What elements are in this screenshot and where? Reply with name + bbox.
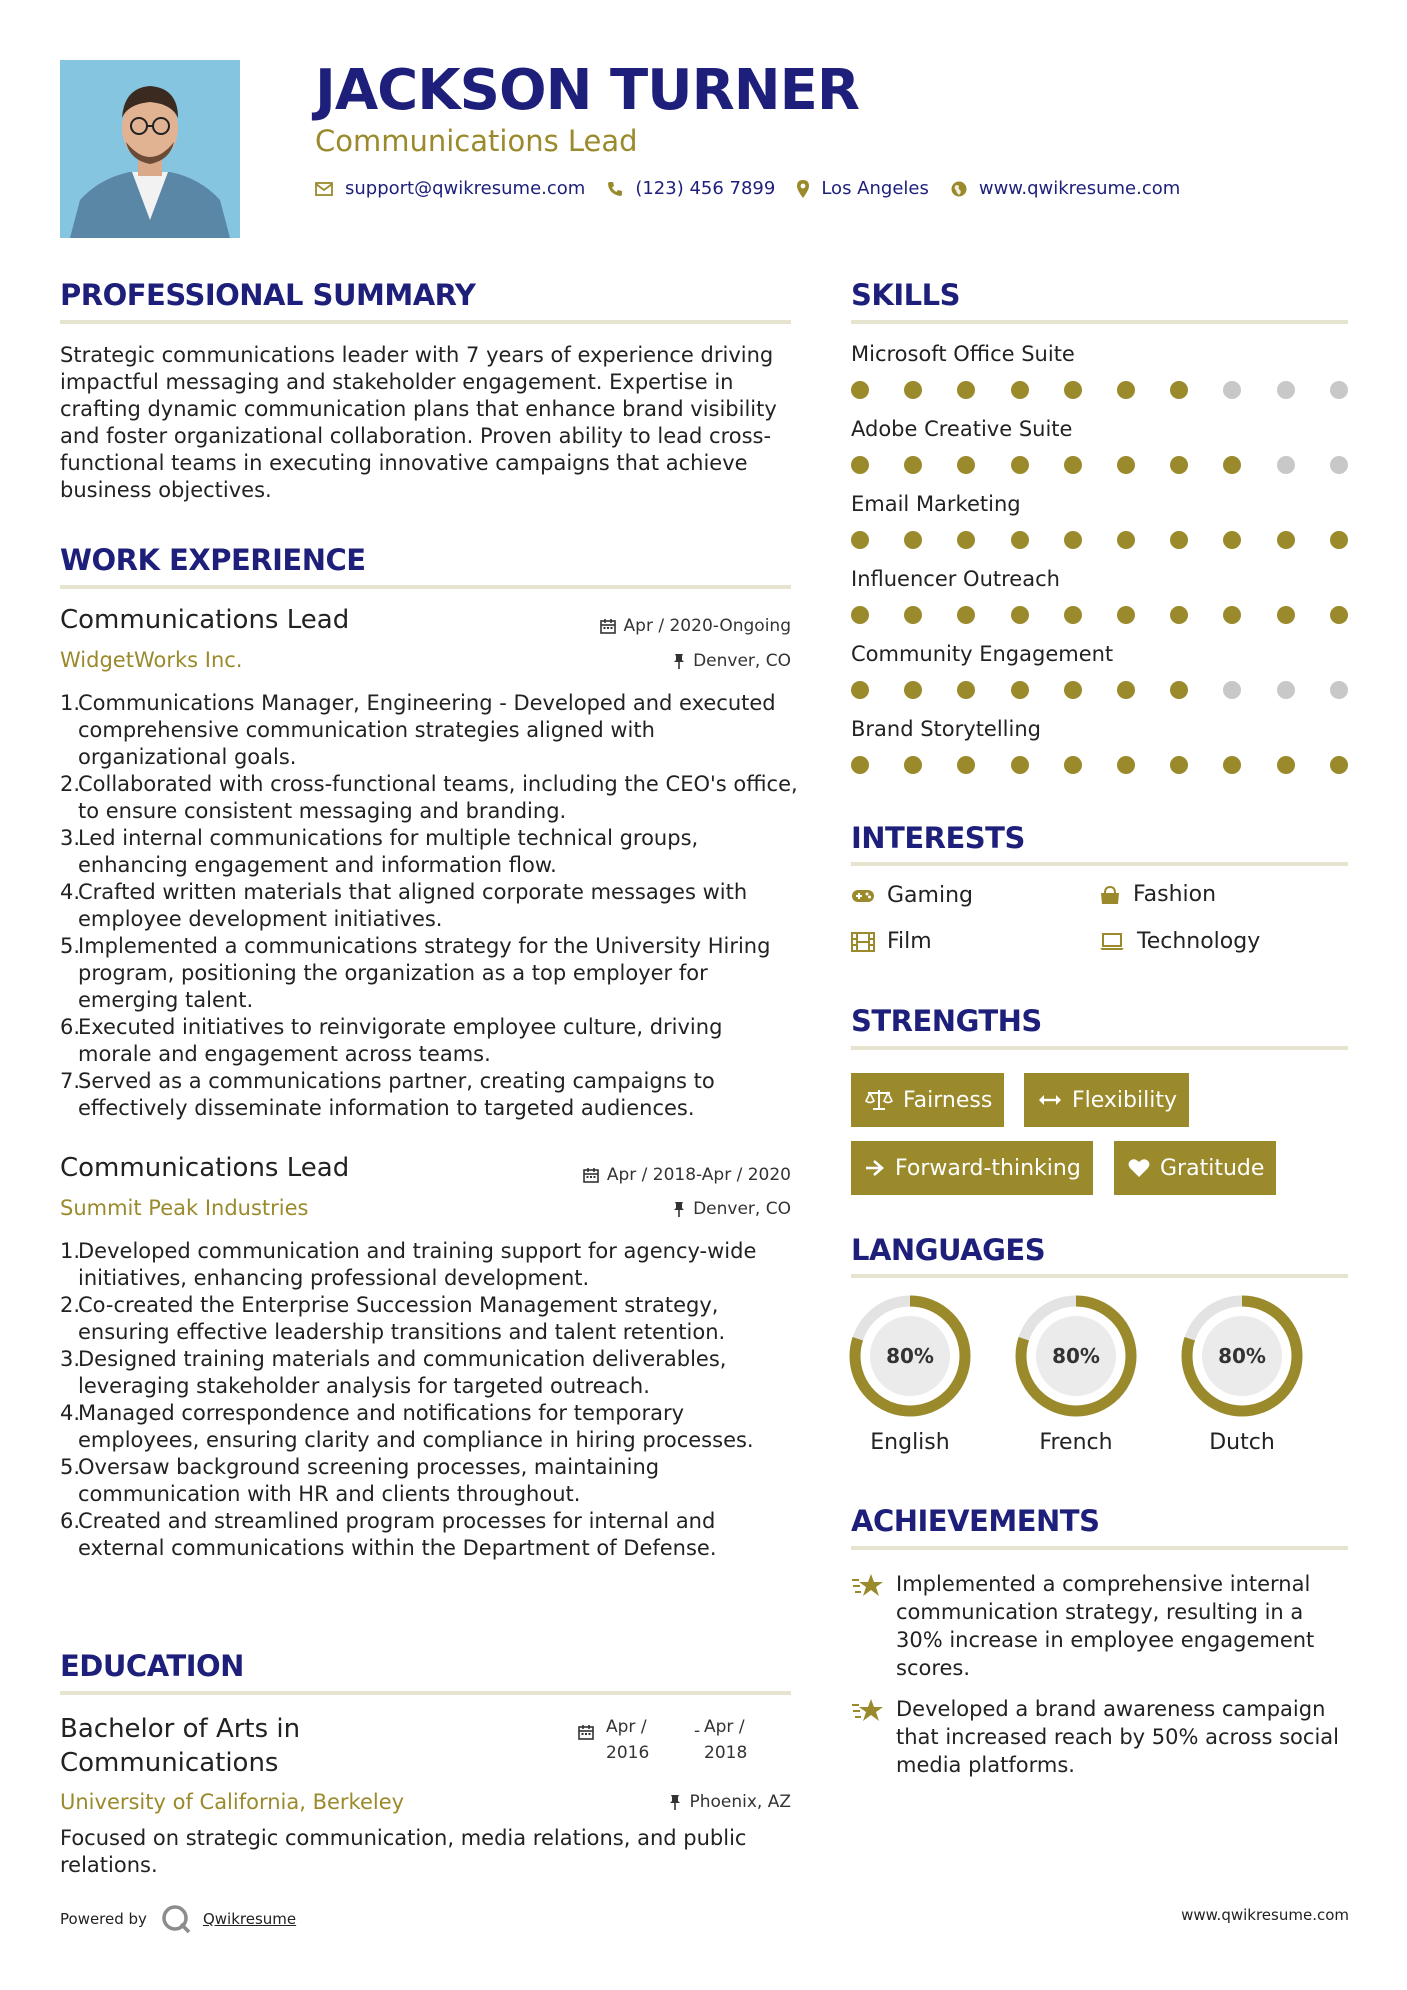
laptop-icon bbox=[1099, 933, 1125, 951]
edu-start-month: Apr / bbox=[606, 1717, 647, 1737]
skill-dot bbox=[1170, 381, 1188, 399]
candidate-name: JACKSON TURNER bbox=[315, 58, 860, 123]
skill-label: Community Engagement bbox=[851, 642, 1114, 666]
job-dates bbox=[600, 616, 791, 636]
job-dates bbox=[583, 1165, 791, 1185]
skill-dot bbox=[1277, 756, 1295, 774]
footer-website[interactable]: www.qwikresume.com bbox=[1181, 1906, 1349, 1924]
pushpin-icon bbox=[669, 1794, 681, 1810]
calendar-icon bbox=[578, 1722, 594, 1748]
strength-forward-thinking bbox=[851, 1141, 1093, 1195]
skill-dot bbox=[1011, 456, 1029, 474]
list-item: Managed correspondence and notifications for temporary employees, ensuring clarity and compliance in hiring processes. bbox=[78, 1401, 754, 1452]
skill-rating bbox=[851, 456, 1351, 476]
job-location-text: Denver, CO bbox=[693, 1199, 791, 1219]
skill-dot bbox=[1011, 381, 1029, 399]
list-item: Led internal communications for multiple technical groups, enhancing engagement and information flow. bbox=[78, 826, 699, 877]
skill-label: Influencer Outreach bbox=[851, 567, 1060, 591]
skill-label: Microsoft Office Suite bbox=[851, 342, 1075, 366]
list-item: Communications Manager, Engineering - Developed and executed comprehensive communication strategies aligned with organizational goals. bbox=[78, 691, 776, 769]
skill-dot bbox=[1223, 381, 1241, 399]
skill-dot bbox=[1117, 531, 1135, 549]
skill-label: Brand Storytelling bbox=[851, 717, 1041, 741]
list-item: Oversaw background screening processes, maintaining communication with HR and clients throughout. bbox=[78, 1455, 660, 1506]
job-bullets bbox=[60, 690, 800, 1122]
skill-dot bbox=[1117, 381, 1135, 399]
language-percent: 80% bbox=[886, 1344, 934, 1368]
skill-dot bbox=[1011, 681, 1029, 699]
language-percent: 80% bbox=[1218, 1344, 1266, 1368]
pushpin-icon bbox=[673, 653, 685, 669]
interest-label: Film bbox=[887, 929, 932, 954]
strength-label: Fairness bbox=[903, 1087, 993, 1113]
skill-dot bbox=[957, 381, 975, 399]
skill-dot bbox=[1170, 531, 1188, 549]
gamepad-icon bbox=[851, 888, 875, 904]
list-item: Co-created the Enterprise Succession Management strategy, ensuring effective leadership transitions and talent retention. bbox=[78, 1293, 726, 1344]
strength-flexibility bbox=[1024, 1073, 1189, 1127]
achievement-item bbox=[851, 1570, 1356, 1682]
interest-label: Technology bbox=[1137, 929, 1261, 954]
skill-dot bbox=[1170, 456, 1188, 474]
skill-dot bbox=[904, 681, 922, 699]
edu-date-dash: - bbox=[694, 1721, 701, 1741]
languages-divider bbox=[851, 1274, 1348, 1278]
contact-phone[interactable]: (123) 456 7899 bbox=[635, 178, 776, 199]
list-item: Collaborated with cross-functional teams, including the CEO's office, to ensure consistent messaging and branding. bbox=[78, 772, 798, 823]
skill-dot bbox=[957, 456, 975, 474]
language-ring bbox=[1180, 1294, 1304, 1418]
list-item: Created and streamlined program processes for internal and external communications within the Department of Defense. bbox=[78, 1509, 717, 1560]
skill-dot bbox=[1064, 531, 1082, 549]
skill-dot bbox=[1223, 681, 1241, 699]
calendar-icon bbox=[583, 1167, 599, 1183]
list-item: Crafted written materials that aligned corporate messages with employee development initiatives. bbox=[78, 880, 748, 931]
list-item: Developed communication and training support for agency-wide initiatives, enhancing professional development. bbox=[78, 1239, 757, 1290]
degree-title: Bachelor of Arts in Communications bbox=[60, 1714, 301, 1778]
arrow-right-icon bbox=[865, 1159, 885, 1177]
strength-label: Gratitude bbox=[1160, 1155, 1265, 1181]
skill-dot bbox=[1330, 381, 1348, 399]
experience-divider bbox=[60, 585, 791, 589]
heart-icon bbox=[1128, 1158, 1150, 1178]
skill-dot bbox=[1330, 681, 1348, 699]
skill-dot bbox=[1011, 756, 1029, 774]
interest-label: Fashion bbox=[1133, 882, 1217, 907]
phone-icon bbox=[607, 181, 623, 197]
skill-dot bbox=[1064, 381, 1082, 399]
summary-text: Strategic communications leader with 7 years of experience driving impactful messaging and stakeholder engagement. Expertise in crafting dynamic communication plans that enhance brand visibility and foster organizational collaboration. Proven ability to lead cross-functional teams in executing innovative campaigns that achieve business objectives. bbox=[60, 343, 777, 502]
language-ring bbox=[1014, 1294, 1138, 1418]
edu-end-year: 2018 bbox=[704, 1743, 748, 1763]
summary-heading: PROFESSIONAL SUMMARY bbox=[60, 278, 476, 312]
skill-dot bbox=[1277, 531, 1295, 549]
edu-start-date bbox=[606, 1714, 649, 1766]
skill-dot bbox=[1330, 531, 1348, 549]
candidate-title: Communications Lead bbox=[315, 124, 638, 158]
skill-dot bbox=[1277, 606, 1295, 624]
skill-rating bbox=[851, 531, 1351, 551]
job-bullets bbox=[60, 1238, 800, 1562]
skill-dot bbox=[1277, 381, 1295, 399]
star-icon bbox=[851, 1570, 896, 1682]
list-item: Designed training materials and communication deliverables, leveraging stakeholder analysis for targeted outreach. bbox=[78, 1347, 727, 1398]
education-divider bbox=[60, 1691, 791, 1695]
edu-location-text: Phoenix, AZ bbox=[689, 1792, 791, 1812]
strength-gratitude bbox=[1114, 1141, 1276, 1195]
skill-rating bbox=[851, 606, 1351, 626]
job-dates-text: Apr / 2018-Apr / 2020 bbox=[606, 1165, 791, 1185]
skill-dot bbox=[957, 531, 975, 549]
strength-fairness bbox=[851, 1073, 1004, 1127]
company-name: Summit Peak Industries bbox=[60, 1196, 309, 1220]
skill-dot bbox=[1064, 606, 1082, 624]
achievements-divider bbox=[851, 1546, 1348, 1550]
skill-dot bbox=[1330, 606, 1348, 624]
skill-dot bbox=[957, 681, 975, 699]
skill-dot bbox=[1170, 606, 1188, 624]
strengths-heading: STRENGTHS bbox=[851, 1004, 1042, 1038]
language-percent: 80% bbox=[1052, 1344, 1100, 1368]
skill-dot bbox=[851, 681, 869, 699]
email-icon bbox=[315, 182, 333, 196]
list-item: Executed initiatives to reinvigorate employee culture, driving morale and engagement across teams. bbox=[78, 1015, 723, 1066]
list-item: Implemented a communications strategy for the University Hiring program, positioning the organization as a top employer for emerging talent. bbox=[78, 934, 771, 1012]
edu-end-month: Apr / bbox=[704, 1717, 745, 1737]
skill-dot bbox=[1170, 681, 1188, 699]
skills-divider bbox=[851, 320, 1348, 324]
arrows-horizontal-icon bbox=[1038, 1093, 1062, 1107]
language-name: Dutch bbox=[1209, 1430, 1275, 1455]
skill-dot bbox=[851, 381, 869, 399]
skill-dot bbox=[904, 756, 922, 774]
job-location bbox=[673, 651, 791, 671]
achievements-heading: ACHIEVEMENTS bbox=[851, 1504, 1100, 1538]
edu-start-year: 2016 bbox=[606, 1743, 650, 1763]
film-icon bbox=[851, 932, 875, 952]
shopping-bag-icon bbox=[1099, 885, 1121, 905]
achievement-text: Developed a brand awareness campaign that increased reach by 50% across social media platforms. bbox=[896, 1697, 1339, 1777]
skill-dot bbox=[1223, 456, 1241, 474]
skill-label: Email Marketing bbox=[851, 492, 1021, 516]
summary-divider bbox=[60, 320, 791, 324]
experience-heading: WORK EXPERIENCE bbox=[60, 543, 366, 577]
skill-dot bbox=[1277, 456, 1295, 474]
skill-dot bbox=[1330, 756, 1348, 774]
achievement-text: Implemented a comprehensive internal communication strategy, resulting in a 30% increase in employee engagement scores. bbox=[896, 1572, 1315, 1680]
skill-dot bbox=[851, 531, 869, 549]
interest-gaming bbox=[851, 883, 973, 908]
skill-dot bbox=[1330, 456, 1348, 474]
skill-dot bbox=[1277, 681, 1295, 699]
skill-dot bbox=[1117, 606, 1135, 624]
company-name: WidgetWorks Inc. bbox=[60, 648, 243, 672]
school-name: University of California, Berkeley bbox=[60, 1790, 405, 1814]
skill-dot bbox=[1170, 756, 1188, 774]
skill-dot bbox=[1064, 681, 1082, 699]
skill-dot bbox=[904, 606, 922, 624]
job-dates-text: Apr / 2020-Ongoing bbox=[623, 616, 791, 636]
skill-dot bbox=[904, 531, 922, 549]
skill-dot bbox=[1117, 756, 1135, 774]
profile-photo bbox=[60, 60, 240, 238]
language-name: English bbox=[870, 1430, 950, 1455]
edu-description: Focused on strategic communication, media relations, and public relations. bbox=[60, 1826, 747, 1877]
interests-divider bbox=[851, 862, 1348, 866]
skill-rating bbox=[851, 756, 1351, 776]
skill-dot bbox=[1011, 606, 1029, 624]
skill-dot bbox=[957, 756, 975, 774]
skill-rating bbox=[851, 681, 1351, 701]
list-item: Served as a communications partner, creating campaigns to effectively disseminate information to targeted audiences. bbox=[78, 1069, 715, 1120]
education-heading: EDUCATION bbox=[60, 1649, 244, 1683]
qwikresume-logo-icon bbox=[161, 1904, 191, 1934]
skill-dot bbox=[1223, 606, 1241, 624]
skill-dot bbox=[851, 606, 869, 624]
interest-technology bbox=[1099, 929, 1260, 954]
skill-dot bbox=[1117, 456, 1135, 474]
skill-dot bbox=[1223, 531, 1241, 549]
calendar-icon bbox=[600, 618, 616, 634]
skill-label: Adobe Creative Suite bbox=[851, 417, 1073, 441]
skill-dot bbox=[1117, 681, 1135, 699]
skill-dot bbox=[851, 756, 869, 774]
strengths-divider bbox=[851, 1046, 1348, 1050]
skill-dot bbox=[957, 606, 975, 624]
contact-bar bbox=[315, 178, 1202, 199]
star-icon bbox=[851, 1695, 896, 1779]
skills-heading: SKILLS bbox=[851, 278, 960, 312]
contact-location: Los Angeles bbox=[821, 178, 929, 199]
balance-scale-icon bbox=[865, 1089, 893, 1111]
footer-powered-by bbox=[60, 1904, 296, 1934]
contact-email[interactable]: support@qwikresume.com bbox=[345, 178, 586, 199]
language-ring bbox=[848, 1294, 972, 1418]
interests-heading: INTERESTS bbox=[851, 821, 1025, 855]
brand-link[interactable]: Qwikresume bbox=[202, 1910, 297, 1928]
job-location bbox=[673, 1199, 791, 1219]
skill-dot bbox=[904, 456, 922, 474]
powered-by-label: Powered by bbox=[60, 1910, 147, 1928]
edu-location bbox=[669, 1792, 791, 1812]
job-location-text: Denver, CO bbox=[693, 651, 791, 671]
edu-end-date bbox=[704, 1714, 747, 1766]
achievement-item bbox=[851, 1695, 1356, 1779]
language-name: French bbox=[1039, 1430, 1113, 1455]
skill-dot bbox=[851, 456, 869, 474]
skill-dot bbox=[904, 381, 922, 399]
languages-heading: LANGUAGES bbox=[851, 1233, 1046, 1267]
strength-label: Flexibility bbox=[1072, 1087, 1177, 1113]
globe-icon bbox=[951, 181, 967, 197]
map-pin-icon bbox=[797, 180, 809, 198]
pushpin-icon bbox=[673, 1201, 685, 1217]
interest-film bbox=[851, 929, 932, 954]
skill-dot bbox=[1064, 756, 1082, 774]
interest-label: Gaming bbox=[887, 883, 973, 908]
skill-dot bbox=[1223, 756, 1241, 774]
skill-rating bbox=[851, 381, 1351, 401]
contact-website[interactable]: www.qwikresume.com bbox=[978, 178, 1181, 199]
skill-dot bbox=[1064, 456, 1082, 474]
interest-fashion bbox=[1099, 882, 1216, 907]
skill-dot bbox=[1011, 531, 1029, 549]
job-title: Communications Lead bbox=[60, 1153, 350, 1183]
job-title: Communications Lead bbox=[60, 605, 350, 635]
strength-label: Forward-thinking bbox=[895, 1155, 1081, 1181]
